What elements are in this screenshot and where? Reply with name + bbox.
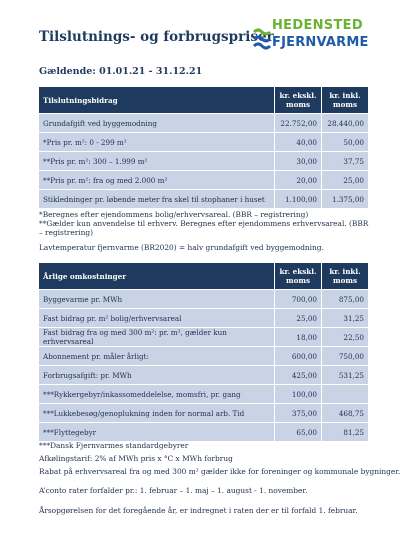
footnote-area: *Beregnes efter ejendommens bolig/erhvervsareal. (BBR – registrering): [39, 210, 309, 219]
column-header-label: Tilslutningsbidrag: [39, 87, 275, 114]
price-excl: 600,00: [275, 347, 322, 366]
column-header-excl: kr. ekskl. moms: [275, 263, 322, 290]
table-header-row: [39, 263, 369, 290]
table-row: [39, 152, 369, 171]
row-label: **Pris pr. m²: fra og med 2.000 m²: [39, 171, 275, 190]
table-row: [39, 190, 369, 209]
price-excl: 30,00: [275, 152, 322, 171]
row-label: Grundafgift ved byggemodning: [39, 114, 275, 133]
price-excl: 22.752,00: [275, 114, 322, 133]
cooling-tariff-note: Afkølingstarif: 2% af MWh pris x °C x MWh forbrug: [39, 454, 233, 463]
row-label: Fast bidrag pr. m² bolig/erhvervsareal: [39, 309, 275, 328]
price-excl: 375,00: [275, 404, 322, 423]
price-excl: 1.100,00: [275, 190, 322, 209]
table-row: [39, 347, 369, 366]
hedensted-fjernvarme-logo: [252, 18, 372, 60]
row-label: Abonnement pr. måler årligt:: [39, 347, 275, 366]
price-incl: 25,00: [322, 171, 369, 190]
price-excl: 100,00: [275, 385, 322, 404]
wave-icon: [252, 26, 272, 50]
price-excl: 425,00: [275, 366, 322, 385]
table-row: [39, 171, 369, 190]
payment-schedule-note: A’conto rater forfalder pr.: 1. februar – 1. maj – 1. august - 1. november.: [39, 486, 308, 495]
table-header-row: [39, 87, 369, 114]
price-incl: 37,75: [322, 152, 369, 171]
table-row: [39, 133, 369, 152]
discount-note: Rabat på erhvervsareal fra og med 300 m² gælder ikke for foreninger og kommunale bygninger.: [39, 467, 400, 476]
column-header-incl: kr. inkl. moms: [322, 263, 369, 290]
table-row: [39, 114, 369, 133]
price-excl: 40,00: [275, 133, 322, 152]
table-row: [39, 404, 369, 423]
row-label: ***Rykkergebyr/inkassomeddelelse, momsfri, pr. gang: [39, 385, 275, 404]
table-row: [39, 290, 369, 309]
row-label: *Pris pr. m²: 0 - 299 m²: [39, 133, 275, 152]
price-incl: 81,25: [322, 423, 369, 442]
page-header: [0, 0, 400, 60]
connection-fee-table: [38, 86, 369, 209]
column-header-excl: kr. ekskl. moms: [275, 87, 322, 114]
table-row: [39, 366, 369, 385]
footnote-commercial: **Gælder kun anvendelse til erhverv. Beregnes efter ejendommens erhvervsareal. (BBR – registrering): [39, 219, 369, 238]
price-incl: 875,00: [322, 290, 369, 309]
price-excl: 18,00: [275, 328, 322, 347]
price-incl: 22,50: [322, 328, 369, 347]
logo-text-fjernvarme: FJERNVARME: [272, 35, 369, 50]
price-incl: 1.375,00: [322, 190, 369, 209]
table-row: [39, 385, 369, 404]
price-incl: 31,25: [322, 309, 369, 328]
price-excl: 20,00: [275, 171, 322, 190]
price-excl: 700,00: [275, 290, 322, 309]
table-row: [39, 309, 369, 328]
column-header-label: Årlige omkostninger: [39, 263, 275, 290]
row-label: ***Flyttegebyr: [39, 423, 275, 442]
row-label: ***Lukkebesøg/genoplukning inden for normal arb. Tid: [39, 404, 275, 423]
row-label: Fast bidrag fra og med 300 m²: pr. m², gælder kun erhvervsareal: [39, 328, 275, 347]
price-incl: 750,00: [322, 347, 369, 366]
row-label: **Pris pr. m²: 300 – 1.999 m²: [39, 152, 275, 171]
price-excl: 65,00: [275, 423, 322, 442]
price-excl: 25,00: [275, 309, 322, 328]
annual-statement-note: Årsopgørelsen for det foregående år, er indregnet i raten der er til forfald 1. februar.: [39, 506, 358, 515]
price-incl: 50,00: [322, 133, 369, 152]
price-incl: [322, 385, 369, 404]
price-incl: 28.440,00: [322, 114, 369, 133]
row-label: Stikledninger pr. løbende meter fra skel til stophaner i huset: [39, 190, 275, 209]
low-temperature-note: Lavtemperatur fjernvarme (BR2020) = halv grundafgift ved byggemodning.: [39, 243, 324, 252]
logo-text-hedensted: HEDENSTED: [272, 18, 363, 33]
validity-period: Gældende: 01.01.21 - 31.12.21: [39, 66, 203, 77]
table-row: [39, 328, 369, 347]
annual-costs-table: [38, 262, 369, 442]
table-row: [39, 423, 369, 442]
column-header-incl: kr. inkl. moms: [322, 87, 369, 114]
row-label: Forbrugsafgift: pr. MWh: [39, 366, 275, 385]
price-incl: 531,25: [322, 366, 369, 385]
page-title: Tilslutnings- og forbrugspriser: [39, 29, 274, 45]
price-incl: 468,75: [322, 404, 369, 423]
row-label: Byggevarme pr. MWh: [39, 290, 275, 309]
standard-fees-note: ***Dansk Fjernvarmes standardgebyrer: [39, 441, 189, 450]
